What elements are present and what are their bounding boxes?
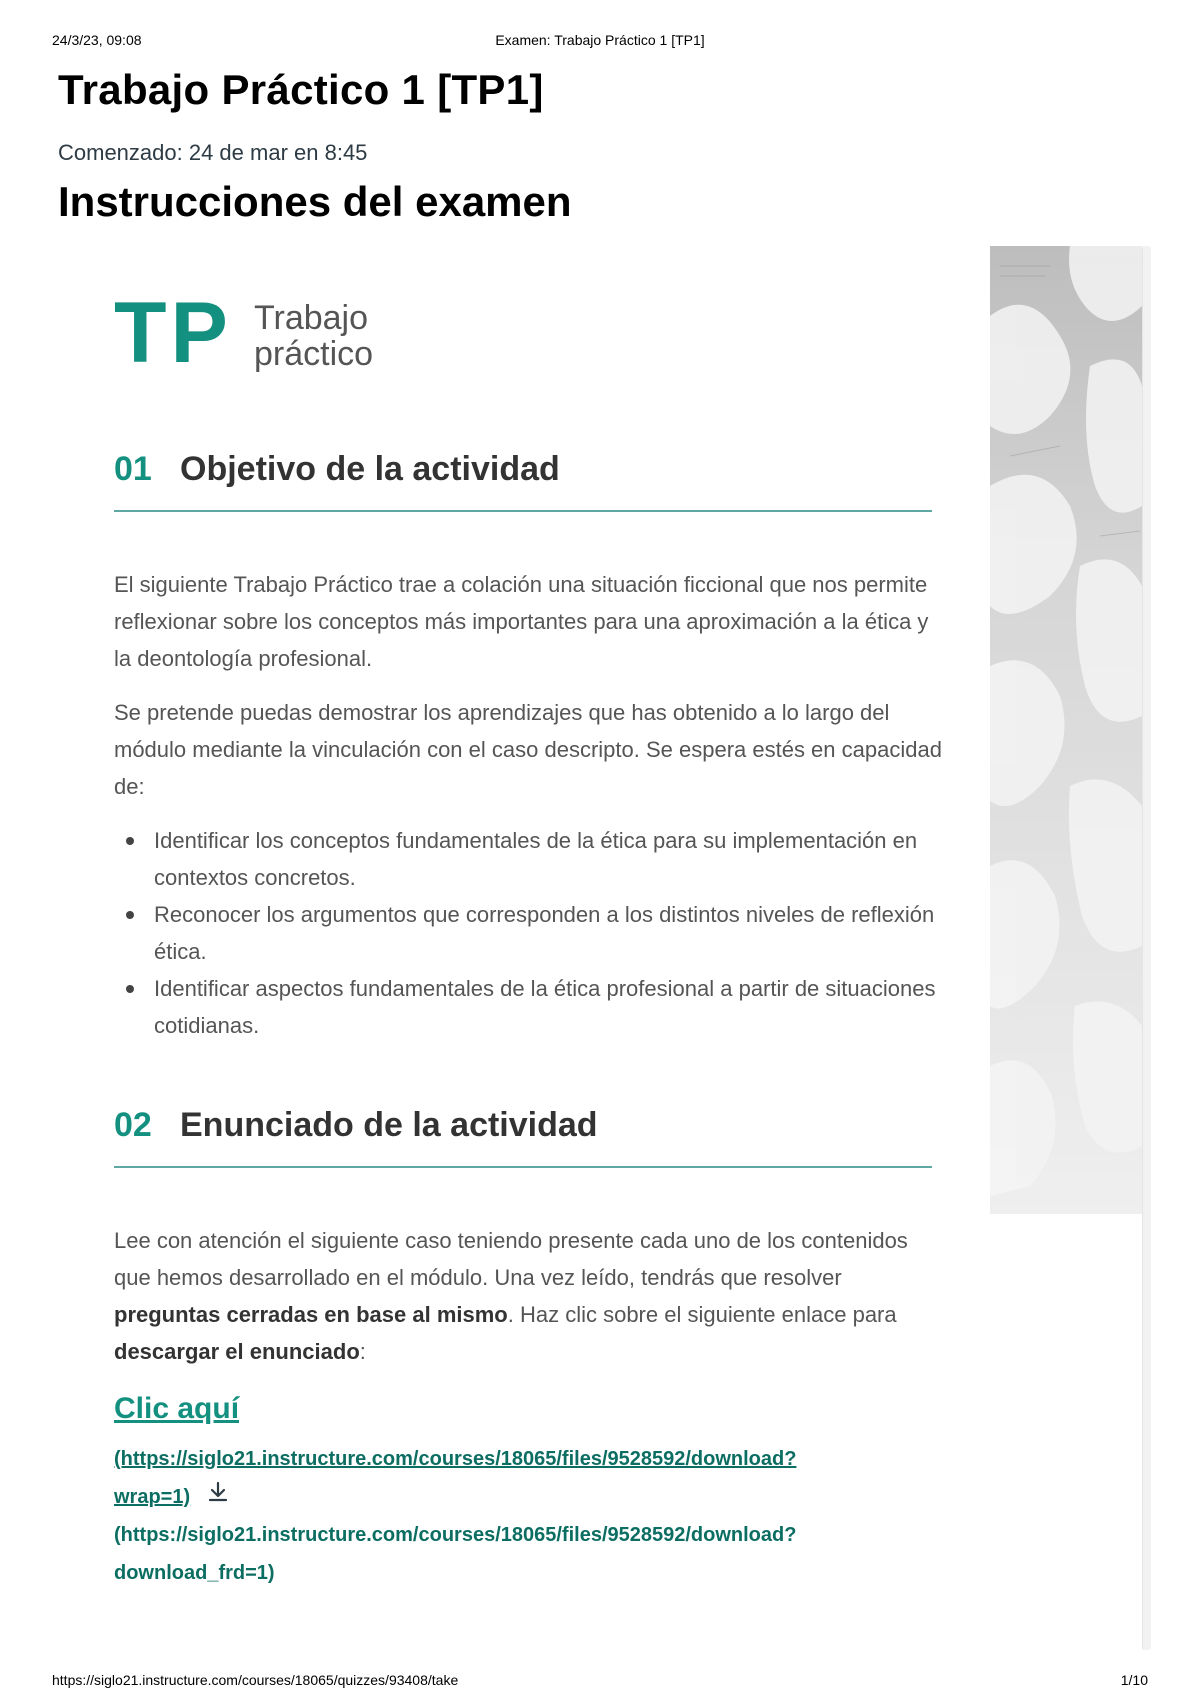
tp-logo-word (254, 300, 373, 372)
print-header (52, 32, 1148, 52)
section-statement-header (114, 1096, 932, 1168)
statement-bold-download: descargar el enunciado (114, 1339, 360, 1364)
list-item: Identificar los conceptos fundamentales de la ética para su implementación en contextos concretos. (114, 822, 944, 896)
tp-logo-word-line1: Trabajo (254, 299, 369, 337)
print-date: 24/3/23, 09:08 (52, 32, 142, 48)
list-item: Identificar aspectos fundamentales de la ética profesional a partir de situaciones cotidianas. (114, 970, 944, 1044)
objective-bullet-list (114, 822, 944, 1044)
statement-paragraph: Lee con atención el siguiente caso teniendo presente cada uno de los contenidos que hemos desarrollado en el módulo. Una vez leído, tendrás que resolver preguntas cerradas en base al mismo. Haz clic sobre el siguiente enlace para descargar el enunciado: (114, 1228, 908, 1364)
list-item: Reconocer los argumentos que corresponden a los distintos niveles de reflexión ética. (114, 896, 944, 970)
print-document-title: Examen: Trabajo Práctico 1 [TP1] (495, 32, 705, 48)
print-url: https://siglo21.instructure.com/courses/18065/quizzes/93408/take (52, 1672, 459, 1688)
download-statement-link[interactable]: Clic aquí (114, 1392, 240, 1425)
architecture-photo-graphic (990, 246, 1142, 1214)
bullet-icon (126, 837, 134, 845)
download-link-url-wrap[interactable]: (https://siglo21.instructure.com/courses/18065/files/9528592/download? wrap=1) (114, 1440, 944, 1517)
quiz-title: Trabajo Práctico 1 [TP1] (58, 66, 544, 113)
section-title: Enunciado de la actividad (180, 1106, 598, 1144)
section-number: 02 (114, 1106, 152, 1144)
page-scrollbar-track[interactable] (1142, 246, 1151, 1650)
objective-paragraph-2: Se pretende puedas demostrar los aprendizajes que has obtenido a lo largo del módulo mediante la vinculación con el caso descripto. Se espera estés en capacidad de: (114, 700, 942, 799)
section-title: Objetivo de la actividad (180, 450, 560, 488)
objective-paragraph-1: El siguiente Trabajo Práctico trae a colación una situación ficcional que nos permite reflexionar sobre los conceptos más importantes para una aproximación a la ética y la deontología profesional. (114, 572, 929, 671)
download-icon[interactable] (206, 1479, 230, 1517)
print-footer (52, 1672, 1148, 1692)
bullet-icon (126, 911, 134, 919)
download-link-url-frd[interactable]: (https://siglo21.instructure.com/courses/18065/files/9528592/download? download_frd=1) (114, 1524, 797, 1584)
section-number: 01 (114, 450, 152, 488)
decorative-side-image (990, 246, 1142, 1214)
print-page-number: 1/10 (1120, 1672, 1148, 1688)
quiz-started-time: Comenzado: 24 de mar en 8:45 (58, 140, 368, 165)
statement-bold-questions: preguntas cerradas en base al mismo (114, 1302, 508, 1327)
tp-logo-letters: TP (114, 285, 232, 381)
instructions-heading: Instrucciones del examen (58, 178, 572, 225)
tp-logo-word-line2: práctico (254, 335, 374, 373)
section-objective-header (114, 440, 932, 512)
bullet-icon (126, 985, 134, 993)
